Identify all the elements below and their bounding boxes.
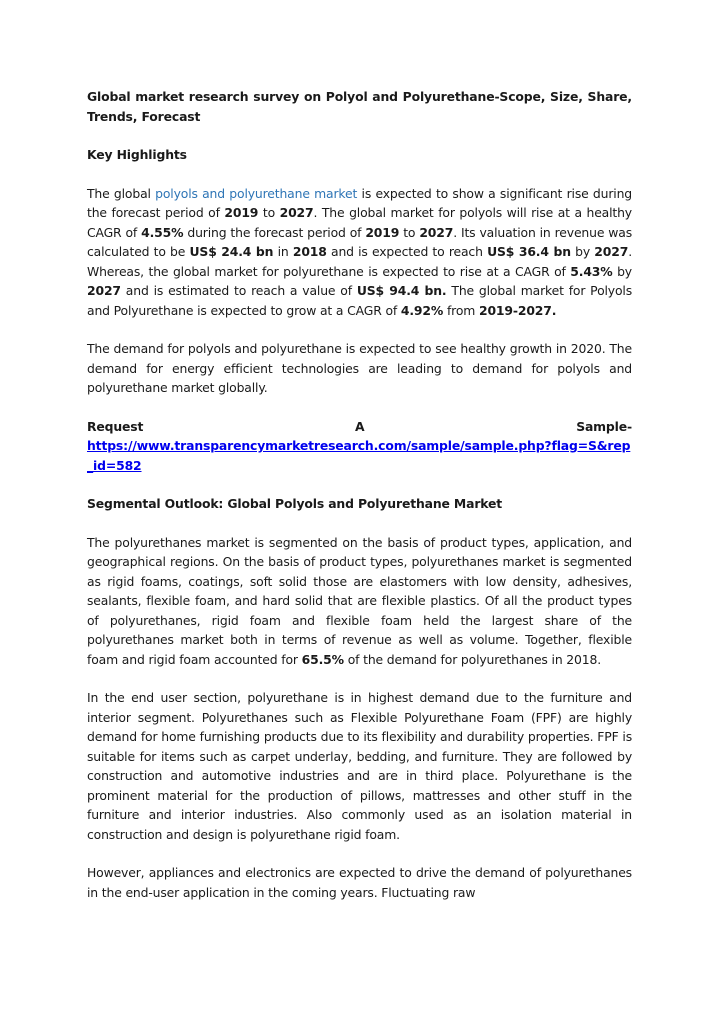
text-span: to [258,205,280,220]
text-span: and is estimated to reach a value of [120,283,357,298]
bold-value: 2018 [292,244,327,259]
paragraph-market-overview [87,184,632,321]
polyols-market-link[interactable]: polyols and polyurethane market [155,185,358,201]
segmental-outlook-heading: Segmental Outlook: Global Polyols and Polyurethane Market [87,496,503,511]
bold-value: 2019 [365,224,400,240]
text-span: The global market for Polyols and Polyurethane is expected to grow at a CAGR of [87,283,633,318]
bold-value: 4.92% [400,302,444,318]
paragraph-end-user: In the end user section, polyurethane is in highest demand due to the furniture and interior segment. Polyurethanes such as Flexible Polyurethane Foam (FPF) are highly demand for home furnishing products due to its flexibility and durability properties. FPF is suitable for items such as carpet underlay, bedding, and furniture. They are followed by construction and automotive industries and are in third place. Polyurethane is the prominent material for the production of pillows, mattresses and other stuff in the furniture and interior industries. Also commonly used as an isolation material in construction and design is polyurethane rigid foam. [87,690,632,842]
text-span: of the demand for polyurethanes in 2018. [343,651,602,667]
document-page [87,87,632,921]
sample-request-link[interactable]: https://www.transparencymarketresearch.com/sample/sample.php?flag=S&rep_id=582 [87,438,631,473]
text-span: The global [87,185,156,201]
text-span: and is expected to reach [326,244,488,259]
request-word: A [355,418,365,434]
bold-value: US$ 94.4 bn. [356,283,447,298]
request-sample-line [87,417,632,437]
bold-value: US$ 24.4 bn [189,244,274,259]
bold-value: 2019 [224,205,259,220]
bold-value: 2027 [419,224,454,240]
request-word: Sample- [576,418,632,434]
paragraph-demand: The demand for polyols and polyurethane is expected to see healthy growth in 2020. The demand for energy efficient technologies are leading to demand for polyols and polyurethane market globally. [87,341,632,395]
bold-value: 2027 [87,283,121,298]
text-span: during the forecast period of [183,224,366,240]
paragraph-segmentation [87,533,632,670]
text-span: . Whereas, the global market for polyurethane is expected to rise at a CAGR of [87,244,632,279]
text-span: . Its valuation in revenue was calculated to be [87,224,633,259]
key-highlights-heading: Key Highlights [87,147,187,162]
bold-value: 65.5% [301,651,344,667]
document-title: Global market research survey on Polyol and Polyurethane-Scope, Size, Share, Trends, Forecast [87,89,632,124]
request-word: Request [87,418,144,434]
bold-value: 4.55% [141,224,184,240]
text-span: by [612,263,632,279]
text-span: to [399,224,420,240]
bold-value: 2019-2027. [478,302,557,318]
text-span: from [443,302,479,318]
text-span: . The global market for polyols will rise at a healthy CAGR of [87,205,632,240]
bold-value: 2027 [594,244,629,259]
text-span: by [570,244,595,259]
text-span: is expected to show a significant rise during the forecast period of [87,185,632,220]
text-span: in [273,244,293,259]
bold-value: 2027 [279,205,314,220]
paragraph-appliances: However, appliances and electronics are expected to drive the demand of polyurethanes in the end-user application in the coming years. Fluctuating raw [87,865,632,900]
bold-value: US$ 36.4 bn [487,244,571,259]
text-span: The polyurethanes market is segmented on the basis of product types, application, and geographical regions. On the basis of product types, polyurethanes market is segmented as rigid foams, coatings, soft solid those are elastomers with low density, adhesives, sealants, flexible foam, and hard solid that are flexible plastics. Of all the product types of polyurethanes, rigid foam and flexible foam held the largest share of the polyurethanes market both in terms of revenue as well as volume. Together, flexible foam and rigid foam accounted for [87,534,632,667]
bold-value: 5.43% [570,263,613,279]
